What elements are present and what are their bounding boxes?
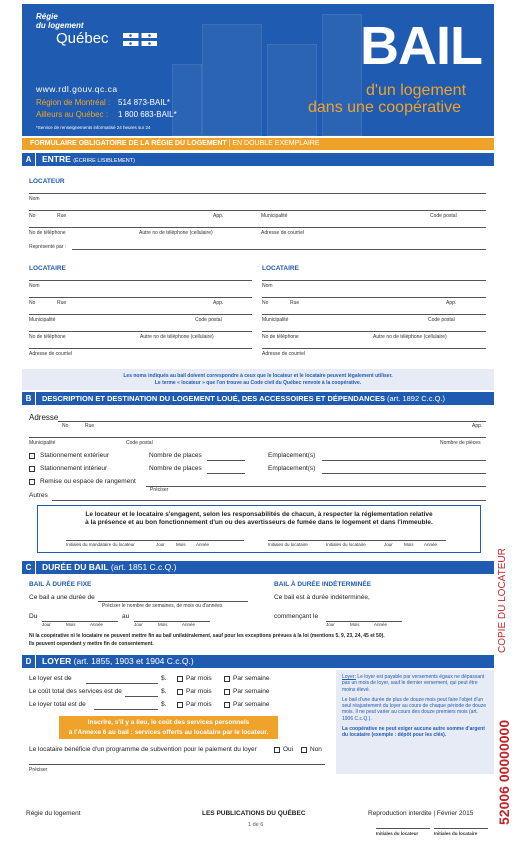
indet-heading: BAIL À DURÉE INDÉTERMINÉE: [274, 581, 372, 588]
website-link[interactable]: www.rdl.gouv.qc.ca: [36, 84, 118, 94]
non-checkbox[interactable]: [301, 747, 307, 753]
label-code-postal: Code postal: [195, 317, 222, 323]
label-par-mois: Par mois: [186, 688, 212, 695]
label-non: Non: [310, 746, 322, 753]
label-nom: Nom: [29, 196, 40, 202]
label-nom: Nom: [262, 283, 273, 289]
label-mois: Mois: [66, 622, 76, 627]
label-annee: Année: [90, 622, 104, 627]
org-line3: Québec: [56, 30, 109, 47]
label-mois: Mois: [404, 542, 414, 547]
side1-text: Le loyer est payable par versements égaux ne dépassant pas un mois de loyer, sauf le dernier versement, qui peut être moins élevé.: [342, 674, 485, 693]
side1-label: Loyer:: [342, 674, 356, 680]
label-rue: Rue: [290, 300, 300, 306]
note-line2: Le terme « locateur » que l'on trouve au Code civil du Québec renvoie à la coopérative.: [154, 379, 362, 386]
label-annee: Année: [182, 622, 196, 627]
fixe-heading: BAIL À DURÉE FIXE: [29, 581, 92, 588]
label-mois: Mois: [350, 622, 360, 627]
phone-mtl-label: Région de Montréal :: [36, 98, 111, 107]
phone-other-label: Ailleurs au Québec :: [36, 110, 109, 119]
label-no: No: [62, 423, 69, 429]
section-d-art: (art. 1855, 1903 et 1904 C.c.Q.): [73, 656, 194, 666]
label-autres: Autres: [29, 492, 48, 499]
label-remise: Remise ou espace de rangement: [40, 478, 136, 485]
section-letter: B: [22, 392, 36, 405]
label-annee: Année: [196, 542, 210, 547]
label-app: App.: [213, 213, 224, 219]
label-programme: Le locataire bénéficie d'un programme de subvention pour le paiement du loyer: [29, 746, 257, 753]
label-loyer-total: Le loyer total est de: [29, 701, 86, 708]
label-rue: Rue: [57, 300, 67, 306]
section-b-title: DESCRIPTION ET DESTINATION DU LOGEMENT LOUÉ, DES ACCESSOIRES ET DÉPENDANCES: [42, 394, 385, 403]
section-c-header: [22, 561, 494, 574]
label-au: au: [122, 613, 130, 620]
label-code-postal: Code postal: [428, 317, 455, 323]
label-dollar: $.: [161, 688, 167, 695]
smoke-line2: à la présence et au bon fonctionnement d'un ou des avertisseurs de fumée dans le logement et dans l'immeuble.: [85, 519, 433, 526]
label-no: No: [29, 300, 36, 306]
section-b-art: (art. 1892 C.c.Q.): [387, 394, 445, 403]
label-tel: No de téléphone: [29, 230, 66, 236]
quebec-flag-icon: [123, 33, 157, 48]
label-adresse: Adresse: [29, 413, 59, 422]
label-no: No: [262, 300, 269, 306]
label-emplacement: Emplacement(s): [268, 452, 316, 459]
footer-init-loc: Initiales du locateur: [376, 831, 419, 836]
form-subtitle2: dans une coopérative: [308, 99, 461, 116]
label-code-postal: Code postal: [430, 213, 457, 219]
side3-text: La coopérative ne peut exiger aucune autre somme d'argent du locataire (exemple : dépôt pour les clés).: [342, 726, 485, 739]
init-loc-label-1: Initiales du locataire: [268, 542, 308, 547]
label-dollar: $.: [161, 675, 167, 682]
form-number: 52006 00000000: [496, 719, 512, 825]
label-annee: Année: [424, 542, 438, 547]
footer-left: Régie du logement: [26, 810, 81, 817]
orange-line1: Inscrire, s'il y a lieu, le coût des services personnels: [87, 719, 250, 726]
locateur-heading: LOCATEUR: [29, 178, 65, 185]
services-orange-box: [59, 716, 278, 739]
stat-ext-checkbox[interactable]: [29, 453, 35, 459]
label-du: Du: [29, 613, 38, 620]
label-no: No: [29, 213, 36, 219]
label-oui: Oui: [283, 746, 294, 753]
label-autre-tel: Autre no de téléphone (cellulaire): [140, 334, 214, 340]
form-title: BAIL: [360, 16, 482, 76]
footer-page: 1 de 6: [248, 822, 264, 828]
label-municipalite: Municipalité: [261, 213, 288, 219]
label-rue: Rue: [85, 423, 95, 429]
oui-checkbox[interactable]: [274, 747, 280, 753]
label-autre-tel: Autre no de téléphone (cellulaire): [373, 334, 447, 340]
label-jour: Jour: [156, 542, 165, 547]
label-jour: Jour: [326, 622, 335, 627]
label-courriel: Adresse de courriel: [261, 230, 305, 236]
c-note2: Ils peuvent cependant y mettre fin de consentement.: [29, 641, 154, 647]
indet-text: Ce bail est à durée indéterminée,: [274, 594, 370, 601]
label-par-mois: Par mois: [186, 701, 212, 708]
label-app: App.: [446, 300, 457, 306]
form-subtitle1: d'un logement: [366, 82, 467, 99]
fixe-text: Ce bail a une durée de: [29, 594, 95, 601]
par-mois-checkbox[interactable]: [177, 689, 183, 695]
org-line2: du logement: [36, 21, 84, 30]
banner-strong: FORMULAIRE OBLIGATOIRE DE LA RÉGIE DU LOGEMENT: [30, 140, 227, 147]
label-municipalite: Municipalité: [262, 317, 289, 323]
stat-int-checkbox[interactable]: [29, 466, 35, 472]
label-dollar: $.: [161, 701, 167, 708]
label-emplacement: Emplacement(s): [268, 465, 316, 472]
label-app: App.: [472, 423, 483, 429]
label-app: App.: [213, 300, 224, 306]
label-nb-places: Nombre de places: [149, 452, 202, 459]
section-c-notes: [29, 632, 385, 648]
init-loc-label-2: Initiales du locataire: [326, 542, 366, 547]
loyer-info-box: [336, 670, 494, 774]
label-code-postal: Code postal: [126, 440, 153, 446]
section-letter: D: [22, 655, 36, 668]
c-note1: Ni la coopérative ni le locataire ne peuvent mettre fin au bail unilatéralement, sauf pour les exceptions prévues à la loi (mentions 5, 9, 23, 24, 45 et 50).: [29, 633, 385, 639]
label-cout-services: Le coût total des services est de: [29, 688, 122, 695]
label-jour: Jour: [384, 542, 393, 547]
label-preciser: Préciser: [150, 487, 169, 493]
section-a-title: ENTRE: [42, 154, 71, 164]
label-jour: Jour: [42, 622, 51, 627]
label-mois: Mois: [158, 622, 168, 627]
label-par-semaine: Par semaine: [233, 675, 270, 682]
footer-init-lct: Initiales du locataire: [434, 831, 478, 836]
section-c-title: DURÉE DU BAIL: [42, 562, 109, 572]
section-a-header: [22, 153, 494, 166]
section-a-note-box: [22, 369, 494, 390]
par-semaine-checkbox[interactable]: [224, 702, 230, 708]
label-nb-places: Nombre de places: [149, 465, 202, 472]
label-rue: Rue: [57, 213, 67, 219]
section-letter: C: [22, 561, 36, 574]
footer-right: Reproduction interdite | Février 2015: [368, 810, 474, 817]
phone-other: 1 800 683-BAIL*: [118, 110, 177, 119]
label-jour: Jour: [134, 622, 143, 627]
org-line1: Régie: [36, 12, 58, 21]
label-autre-tel: Autre no de téléphone (cellulaire): [139, 230, 213, 236]
label-tel: No de téléphone: [29, 334, 66, 340]
note-line1: Les noms indiqués au bail doivent correspondre à ceux que le locateur et le locataire peuvent légalement utiliser.: [123, 373, 393, 379]
smoke-line1: Le locateur et le locataire s'engagent, selon les responsabilités de chacun, à respecter la réglementation relative: [85, 511, 433, 518]
orange-line2: à l'Annexe 6 au bail : services offerts au locataire par le locateur.: [68, 728, 269, 736]
label-nombre-pieces: Nombre de pièces: [440, 440, 481, 446]
label-municipalite: Municipalité: [29, 317, 56, 323]
section-c-art: (art. 1851 C.c.Q.): [110, 562, 177, 572]
phone-footnote: *Service de renseignements informatisé 24 heures sur 24: [36, 125, 151, 130]
phone-mtl: 514 873-BAIL*: [118, 98, 171, 107]
label-nom: Nom: [29, 283, 40, 289]
section-a-note: (ÉCRIRE LISIBLEMENT): [73, 158, 135, 164]
label-annee: Année: [374, 622, 388, 627]
form-header: [22, 4, 494, 136]
label-par-semaine: Par semaine: [233, 688, 270, 695]
label-loyer: Le loyer est de: [29, 675, 72, 682]
mandatory-banner: [22, 138, 494, 150]
label-par-mois: Par mois: [186, 675, 212, 682]
section-d-title: LOYER: [42, 656, 72, 666]
label-represente: Représenté par :: [29, 244, 67, 250]
label-courriel: Adresse de courriel: [262, 351, 306, 357]
copy-label: COPIE DU LOCATEUR: [497, 548, 508, 653]
init-mand-label: Initiales du mandataire du locateur: [66, 542, 135, 547]
section-d-header: [22, 655, 494, 668]
section-b-header: [22, 392, 494, 405]
banner-rest: | EN DOUBLE EXEMPLAIRE: [228, 140, 320, 147]
locataire1-heading: LOCATAIRE: [29, 265, 66, 272]
footer-center: LES PUBLICATIONS DU QUÉBEC: [202, 810, 306, 817]
par-mois-checkbox[interactable]: [177, 702, 183, 708]
fixe-hint: Préciser le nombre de semaines, de mois ou d'années: [102, 603, 223, 609]
label-stat-ext: Stationnement extérieur: [40, 452, 110, 459]
side2-text: Le bail d'une durée de plus de douze mois peut faire l'objet d'un seul réajustement du loyer au cours de chaque période de douze mois. Il ne peut varier au cours des douze premiers mois (art. 1906 C.c.Q.).: [342, 696, 486, 722]
par-semaine-checkbox[interactable]: [224, 689, 230, 695]
locataire2-heading: LOCATAIRE: [262, 265, 299, 272]
smoke-detector-box: [37, 505, 481, 553]
par-mois-checkbox[interactable]: [177, 676, 183, 682]
label-preciser: Préciser: [29, 767, 48, 773]
label-mois: Mois: [176, 542, 186, 547]
label-par-semaine: Par semaine: [233, 701, 270, 708]
label-commencant: commençant le: [274, 613, 319, 620]
label-courriel: Adresse de courriel: [29, 351, 73, 357]
label-stat-int: Stationnement intérieur: [40, 465, 108, 472]
remise-checkbox[interactable]: [29, 479, 35, 485]
label-municipalite: Municipalité: [29, 440, 56, 446]
label-tel: No de téléphone: [262, 334, 299, 340]
par-semaine-checkbox[interactable]: [224, 676, 230, 682]
section-letter: A: [22, 153, 36, 166]
